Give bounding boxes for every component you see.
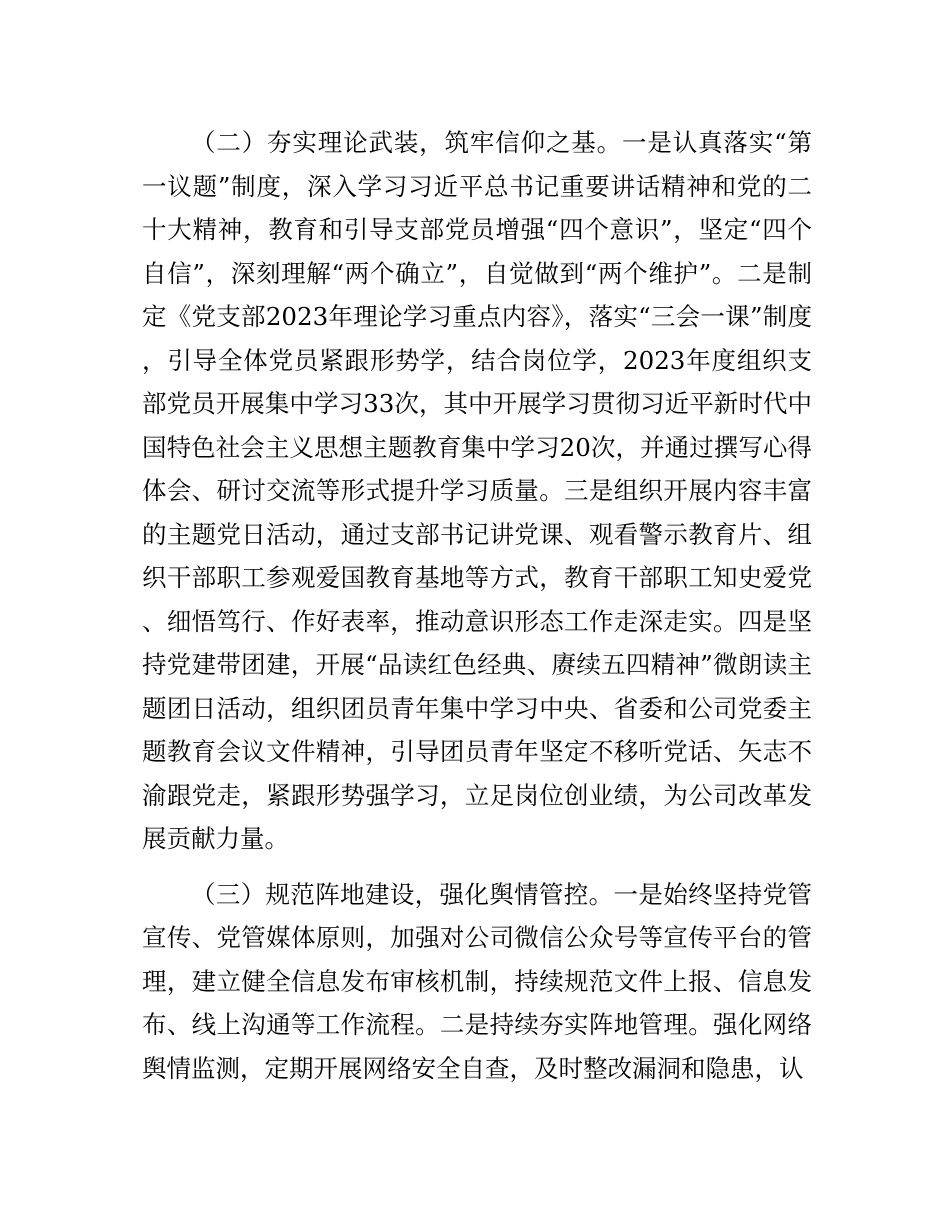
paragraph-position-building: （三）规范阵地建设，强化舆情管控。一是始终坚持党管宣传、党管媒体原则，加强对公司微信公众号等宣传平台的管理，建立健全信息发布审核机制，持续规范文件上报、信息发布、线上沟通等工作流程。二是持续夯实阵地管理。强化网络舆情监测，定期开展网络安全自查，及时整改漏洞和隐患，认 bbox=[142, 879, 812, 1083]
paragraph-theory-study: （二）夯实理论武装，筑牢信仰之基。一是认真落实“第一议题”制度，深入学习习近平总书记重要讲话精神和党的二十大精神，教育和引导支部党员增强“四个意识”，坚定“四个自信”，深刻理解“两个确立”，自觉做到“两个维护”。二是制定《党支部2023年理论学习重点内容》，落实“三会一课”制度，引导全体党员紧跟形势学，结合岗位学，2023年度组织支部党员开展集中学习33次，其中开展学习贯彻习近平新时代中国特色社会主义思想主题教育集中学习20次，并通过撰写心得体会、研讨交流等形式提升学习质量。三是组织开展内容丰富的主题党日活动，通过支部书记讲党课、观看警示教育片、组织干部职工参观爱国教育基地等方式，教育干部职工知史爱党、细悟笃行、作好表率，推动意识形态工作走深走实。四是坚持党建带团建，开展“品读红色经典、赓续五四精神”微朗读主题团日活动，组织团员青年集中学习中央、省委和公司党委主题教育会议文件精神，引导团员青年坚定不移听党话、矢志不渝跟党走，紧跟形势强学习，立足岗位创业绩，为公司改革发展贡献力量。 bbox=[142, 128, 812, 853]
document-body bbox=[142, 121, 812, 1090]
